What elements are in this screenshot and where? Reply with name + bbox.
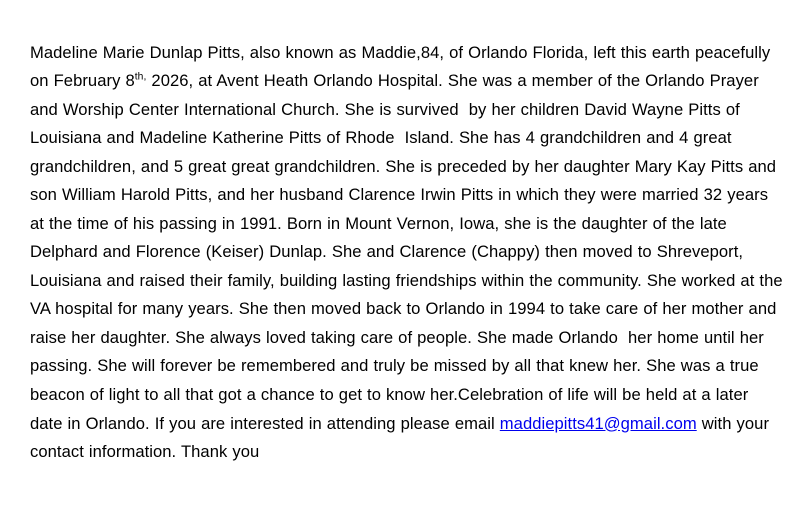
ordinal-suffix: th, [134,71,147,83]
obituary-text-part-1: Madeline Marie Dunlap Pitts, also known as Maddie,84, of Orlando Florida, left this earth peacefully on February 8 [30,42,776,91]
obituary-paragraph [30,39,788,467]
obituary-text-part-2: 2026, at Avent Heath Orlando Hospital. She was a member of the Orlando Prayer and Worship Center International Church. She is survived by her children David Wayne Pitts of Louisiana and Madeline Katherine Pitts of Rhode Island. She has 4 grandchildren and 4 great grandchildren, and 5 great great grandchildren. She is preceded by her daughter Mary Kay Pitts and son William Harold Pitts, and her husband Clarence Irwin Pitts in which they were married 32 years at the time of his passing in 1991. Born in Mount Vernon, Iowa, she is the daughter of the late Delphard and Florence (Keiser) Dunlap. She and Clarence (Chappy) then moved to Shreveport, Louisiana and raised their family, building lasting friendships within the community. She worked at the VA hospital for many years. She then moved back to Orlando in 1994 to take care of her mother and raise her daughter. She always loved taking care of people. She made Orlando her home until her passing. She will forever be remembered and truly be missed by all that knew her. She was a true beacon of light to all that got a chance to get to know her.Celebration of life will be held at a later date in Orlando. If you are interested in attending please email [30,71,788,433]
obituary-text-part-3: with your contact information. Thank you [30,413,775,462]
email-link[interactable]: maddiepitts41@gmail.com [499,413,697,433]
